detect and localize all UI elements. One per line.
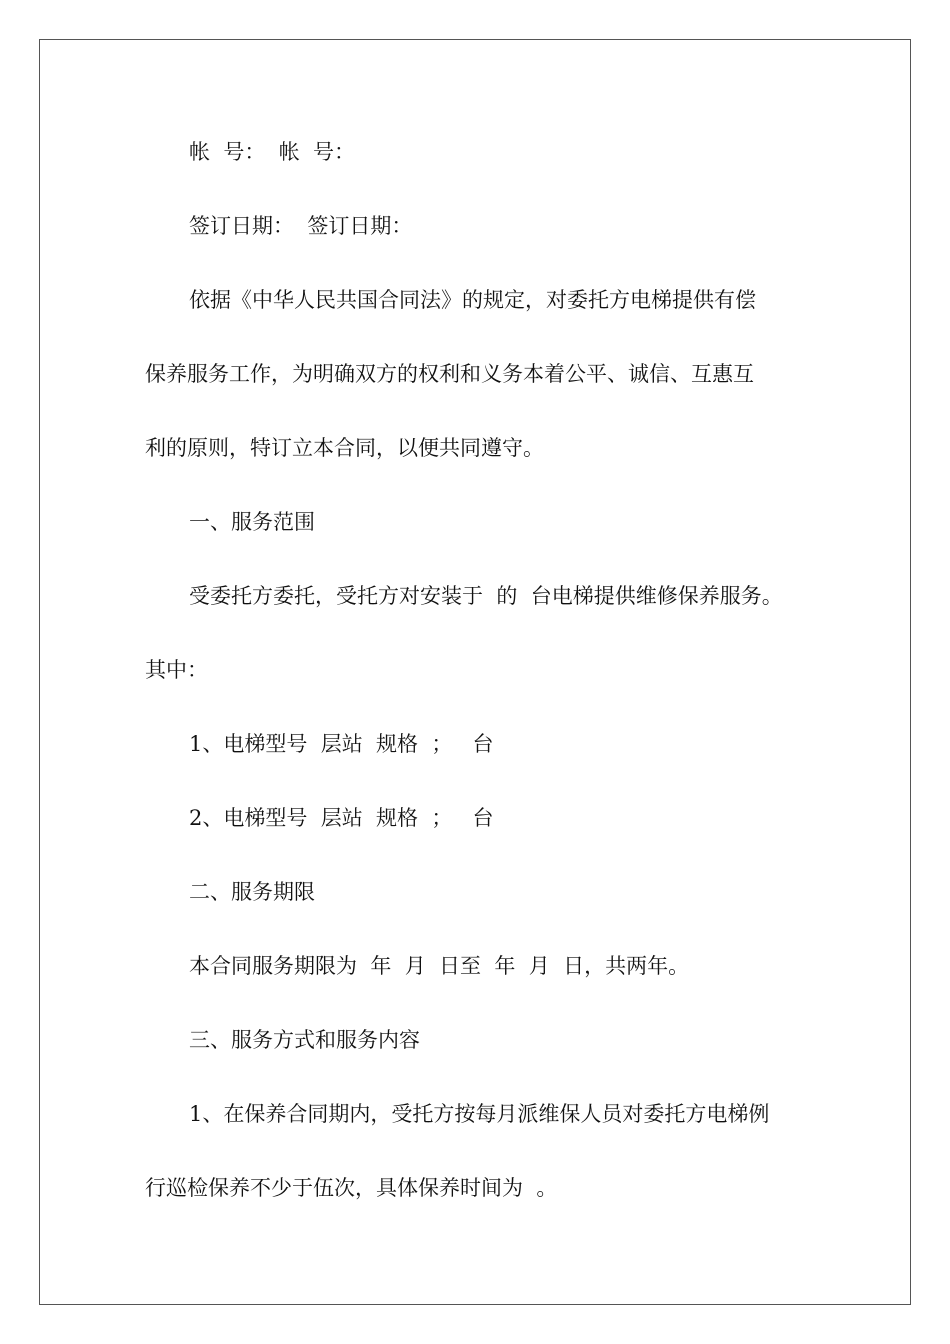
section-heading-service-scope: 一、服务范围 [189, 510, 315, 534]
preamble-line-3: 利的原则，特订立本合同，以便共同遵守。 [145, 436, 544, 460]
elevator-item-2: 2、电梯型号 层站 规格 ； 台 [189, 806, 494, 830]
preamble-line-1: 依据《中华人民共国合同法》的规定，对委托方电梯提供有偿 [189, 288, 756, 312]
elevator-item-1: 1、电梯型号 层站 规格 ； 台 [189, 732, 494, 756]
term-line: 本合同服务期限为 年 月 日至 年 月 日，共两年。 [189, 954, 690, 978]
scope-line-2: 其中： [145, 658, 208, 682]
account-line: 帐 号： 帐 号： [189, 140, 356, 164]
scope-line-1: 受委托方委托，受托方对安装于 的 台电梯提供维修保养服务。 [189, 584, 783, 608]
section-heading-service-term: 二、服务期限 [189, 880, 315, 904]
signing-date-line: 签订日期： 签订日期： [189, 214, 413, 238]
preamble-line-2: 保养服务工作，为明确双方的权利和义务本着公平、诚信、互惠互 [145, 362, 754, 386]
content-item-1-line-2: 行巡检保养不少于伍次，具体保养时间为 。 [145, 1176, 558, 1200]
section-heading-service-content: 三、服务方式和服务内容 [189, 1028, 420, 1052]
content-item-1-line-1: 1、在保养合同期内，受托方按每月派维保人员对委托方电梯例 [189, 1102, 770, 1126]
